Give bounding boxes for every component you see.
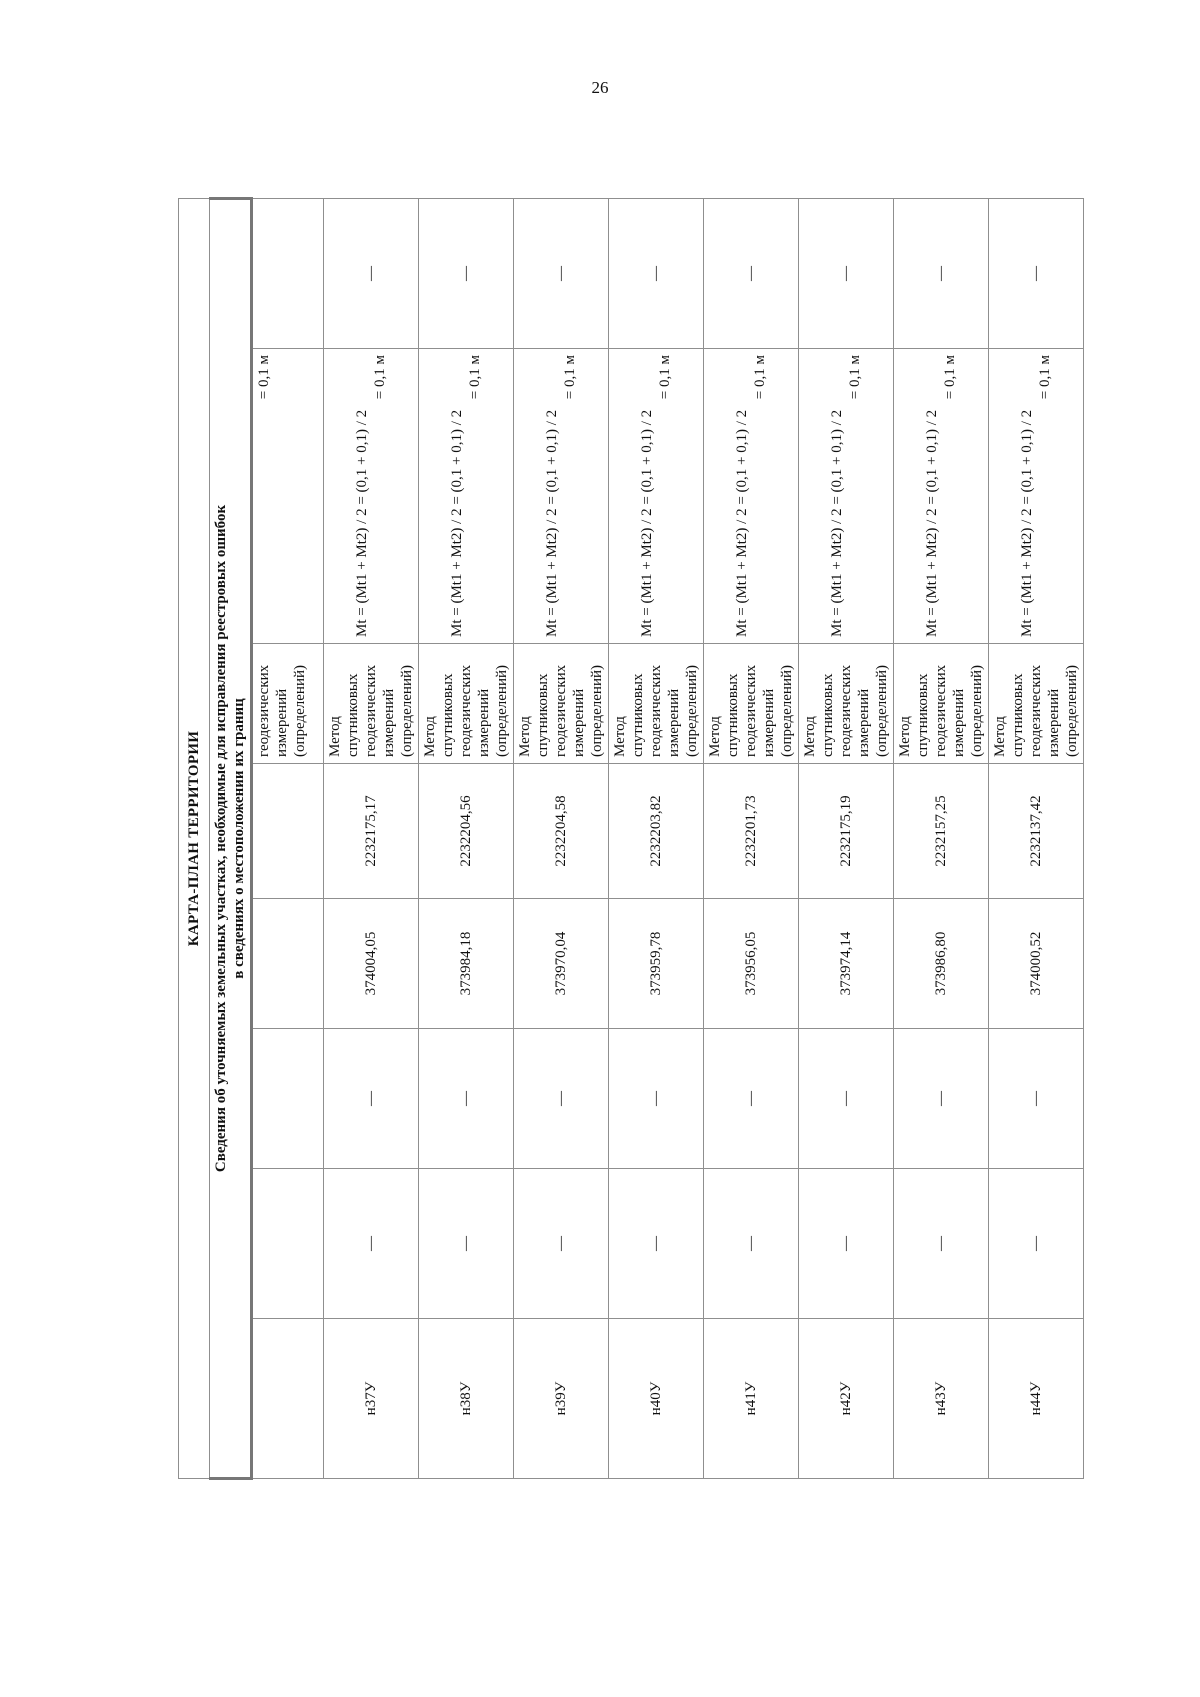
method-cell: Метод спутниковых геодезических измерений (определений) xyxy=(609,644,704,764)
cont-col3-cell xyxy=(252,1029,324,1169)
cont-formula-cell xyxy=(252,349,324,644)
formula-line-1: Mt = (Mt1 + Mt2) / 2 = (0,1 + 0,1) / 2 xyxy=(354,409,370,637)
empty-dash-cell: — xyxy=(799,1169,894,1319)
table-row xyxy=(324,198,419,1478)
continuation-row xyxy=(252,198,324,1478)
table-body xyxy=(179,198,1084,1478)
formula-line-1: Mt = (Mt1 + Mt2) / 2 = (0,1 + 0,1) / 2 xyxy=(544,409,560,637)
point-number-cell: н43У xyxy=(894,1319,989,1479)
table-row xyxy=(514,198,609,1478)
y-coordinate-cell: 2232157,25 xyxy=(894,764,989,899)
empty-dash-cell: — xyxy=(324,1029,419,1169)
x-coordinate-cell: 374004,05 xyxy=(324,899,419,1029)
title-row xyxy=(179,198,210,1478)
cont-x-cell xyxy=(252,899,324,1029)
y-coordinate-cell: 2232203,82 xyxy=(609,764,704,899)
accuracy-formula-cell xyxy=(609,349,704,644)
accuracy-formula-cell xyxy=(419,349,514,644)
empty-dash-cell: — xyxy=(324,1169,419,1319)
empty-dash-cell: — xyxy=(704,1169,799,1319)
x-coordinate-cell: 374000,52 xyxy=(989,899,1084,1029)
description-dash-cell: — xyxy=(419,198,514,348)
y-coordinate-cell: 2232204,58 xyxy=(514,764,609,899)
point-number-cell: н40У xyxy=(609,1319,704,1479)
formula-line-2: = 0,1 м xyxy=(657,355,673,400)
cont-method-cell: геодезических измерений (определений) xyxy=(252,644,324,764)
x-coordinate-cell: 373959,78 xyxy=(609,899,704,1029)
cont-formula-tail: = 0,1 м xyxy=(256,355,272,400)
subtitle-line-2: в сведениях о местоположении их границ xyxy=(231,698,247,979)
formula-line-1: Mt = (Mt1 + Mt2) / 2 = (0,1 + 0,1) / 2 xyxy=(924,409,940,637)
formula-line-1: Mt = (Mt1 + Mt2) / 2 = (0,1 + 0,1) / 2 xyxy=(734,409,750,637)
method-cell: Метод спутниковых геодезических измерений (определений) xyxy=(799,644,894,764)
table-row xyxy=(609,198,704,1478)
y-coordinate-cell: 2232137,42 xyxy=(989,764,1084,899)
method-cell: Метод спутниковых геодезических измерений (определений) xyxy=(514,644,609,764)
formula-line-1: Mt = (Mt1 + Mt2) / 2 = (0,1 + 0,1) / 2 xyxy=(829,409,845,637)
table-row xyxy=(894,198,989,1478)
point-number-cell: н44У xyxy=(989,1319,1084,1479)
empty-dash-cell: — xyxy=(514,1029,609,1169)
description-dash-cell: — xyxy=(514,198,609,348)
method-cell: Метод спутниковых геодезических измерений (определений) xyxy=(894,644,989,764)
empty-dash-cell: — xyxy=(609,1029,704,1169)
description-dash-cell: — xyxy=(324,198,419,348)
formula-line-2: = 0,1 м xyxy=(562,355,578,400)
empty-dash-cell: — xyxy=(799,1029,894,1169)
formula-line-2: = 0,1 м xyxy=(467,355,483,400)
method-cell: Метод спутниковых геодезических измерений (определений) xyxy=(989,644,1084,764)
formula-line-2: = 0,1 м xyxy=(372,355,388,400)
point-number-cell: н41У xyxy=(704,1319,799,1479)
y-coordinate-cell: 2232204,56 xyxy=(419,764,514,899)
point-number-cell: н38У xyxy=(419,1319,514,1479)
table-row xyxy=(704,198,799,1478)
x-coordinate-cell: 373986,80 xyxy=(894,899,989,1029)
formula-line-2: = 0,1 м xyxy=(1037,355,1053,400)
table-row xyxy=(419,198,514,1478)
x-coordinate-cell: 373970,04 xyxy=(514,899,609,1029)
empty-dash-cell: — xyxy=(419,1169,514,1319)
empty-dash-cell: — xyxy=(894,1169,989,1319)
cont-y-cell xyxy=(252,764,324,899)
cadastral-table xyxy=(178,197,1084,1480)
description-dash-cell: — xyxy=(609,198,704,348)
cont-last-cell xyxy=(252,198,324,348)
empty-dash-cell: — xyxy=(894,1029,989,1169)
y-coordinate-cell: 2232201,73 xyxy=(704,764,799,899)
accuracy-formula-cell xyxy=(704,349,799,644)
accuracy-formula-cell xyxy=(989,349,1084,644)
formula-line-2: = 0,1 м xyxy=(847,355,863,400)
cont-point-cell xyxy=(252,1319,324,1479)
description-dash-cell: — xyxy=(894,198,989,348)
x-coordinate-cell: 373984,18 xyxy=(419,899,514,1029)
table-title: КАРТА-ПЛАН ТЕРРИТОРИИ xyxy=(179,198,210,1478)
subtitle-line-1: Сведения об уточняемых земельных участках, необходимые для исправления реестровых ошибок xyxy=(213,504,229,1173)
empty-dash-cell: — xyxy=(704,1029,799,1169)
empty-dash-cell: — xyxy=(609,1169,704,1319)
y-coordinate-cell: 2232175,19 xyxy=(799,764,894,899)
subtitle-row xyxy=(210,198,252,1478)
description-dash-cell: — xyxy=(799,198,894,348)
formula-line-2: = 0,1 м xyxy=(942,355,958,400)
accuracy-formula-cell xyxy=(514,349,609,644)
empty-dash-cell: — xyxy=(989,1169,1084,1319)
y-coordinate-cell: 2232175,17 xyxy=(324,764,419,899)
method-cell: Метод спутниковых геодезических измерений (определений) xyxy=(704,644,799,764)
rotated-table-wrapper xyxy=(178,200,1080,1480)
method-cell: Метод спутниковых геодезических измерений (определений) xyxy=(324,644,419,764)
description-dash-cell: — xyxy=(989,198,1084,348)
description-dash-cell: — xyxy=(704,198,799,348)
empty-dash-cell: — xyxy=(419,1029,514,1169)
formula-line-1: Mt = (Mt1 + Mt2) / 2 = (0,1 + 0,1) / 2 xyxy=(449,409,465,637)
table-row xyxy=(799,198,894,1478)
formula-line-2: = 0,1 м xyxy=(752,355,768,400)
method-cell: Метод спутниковых геодезических измерений (определений) xyxy=(419,644,514,764)
accuracy-formula-cell xyxy=(799,349,894,644)
page-number: 26 xyxy=(591,78,609,97)
table-row xyxy=(989,198,1084,1478)
cont-col2-cell xyxy=(252,1169,324,1319)
table-subtitle xyxy=(210,198,252,1478)
accuracy-formula-cell xyxy=(894,349,989,644)
accuracy-formula-cell xyxy=(324,349,419,644)
point-number-cell: н39У xyxy=(514,1319,609,1479)
point-number-cell: н37У xyxy=(324,1319,419,1479)
formula-line-1: Mt = (Mt1 + Mt2) / 2 = (0,1 + 0,1) / 2 xyxy=(639,409,655,637)
empty-dash-cell: — xyxy=(989,1029,1084,1169)
formula-line-1: Mt = (Mt1 + Mt2) / 2 = (0,1 + 0,1) / 2 xyxy=(1019,409,1035,637)
point-number-cell: н42У xyxy=(799,1319,894,1479)
x-coordinate-cell: 373956,05 xyxy=(704,899,799,1029)
empty-dash-cell: — xyxy=(514,1169,609,1319)
x-coordinate-cell: 373974,14 xyxy=(799,899,894,1029)
